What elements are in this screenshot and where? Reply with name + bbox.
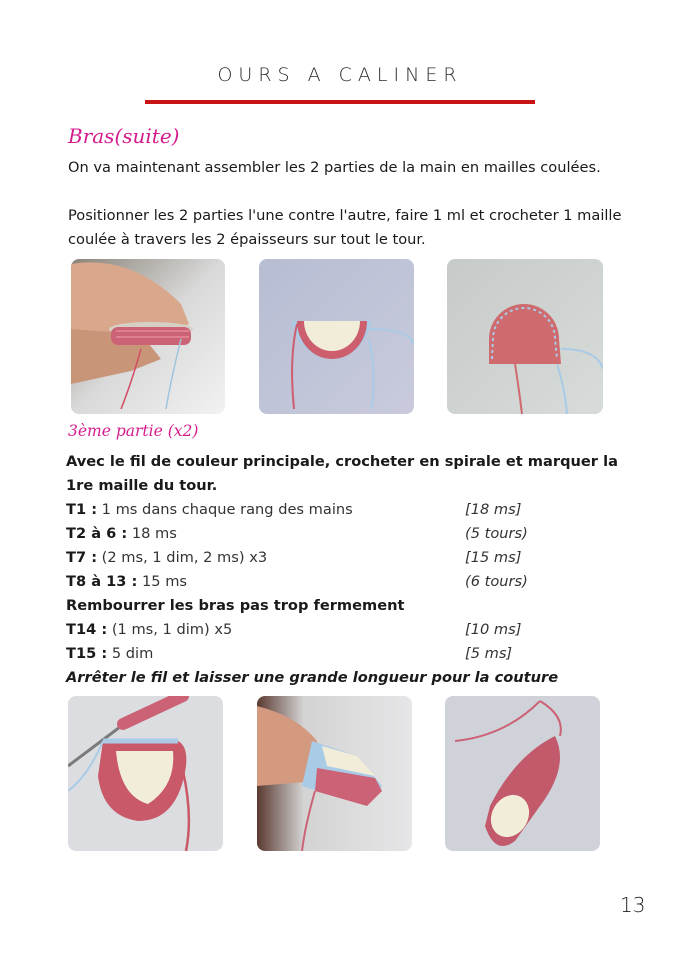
photo-pink-hand-piece: [447, 259, 603, 414]
row-t1-note: [18 ms]: [465, 501, 522, 518]
photo-hook-working: [68, 696, 223, 851]
row-label: T15 :: [66, 645, 108, 662]
row-t1: [66, 498, 353, 522]
row-text: 18 ms: [131, 525, 177, 542]
row-label: T8 à 13 :: [66, 573, 138, 590]
photo-half-circle-piece: [259, 259, 414, 414]
row-t8-13-note: (6 tours): [465, 573, 528, 590]
row-label: T2 à 6 :: [66, 525, 128, 542]
photo-finished-arm: [445, 696, 600, 851]
row-t15-note: [5 ms]: [465, 645, 513, 662]
row-t7-note: [15 ms]: [465, 549, 522, 566]
row-text: (1 ms, 1 dim) x5: [111, 621, 233, 638]
row-text: 1 ms dans chaque rang des mains: [101, 501, 353, 518]
instruction-intro: Avec le fil de couleur principale, crocheter en spirale et marquer la 1re maille du tour.: [66, 453, 618, 494]
row-t14: [66, 618, 232, 642]
page-number: 13: [620, 893, 646, 917]
photo-arm-on-finger: [257, 696, 412, 851]
row-t14-note: [10 ms]: [465, 621, 522, 638]
page-title: OURS A CALINER: [217, 64, 463, 86]
row-t2-6: [66, 522, 177, 546]
row-text: (2 ms, 1 dim, 2 ms) x3: [101, 549, 268, 566]
photo-hand-joining: [71, 259, 225, 414]
paragraph-position: Positionner les 2 parties l'une contre l'autre, faire 1 ml et crocheter 1 maille coulée à travers les 2 épaisseurs sur tout le tour.: [68, 207, 622, 248]
row-label: T14 :: [66, 621, 108, 638]
paragraph-assemble: On va maintenant assembler les 2 parties de la main en mailles coulées.: [68, 159, 601, 176]
row-t2-6-note: (5 tours): [465, 525, 528, 542]
section-heading-bras: Bras(suite): [68, 124, 180, 148]
row-t7: [66, 546, 267, 570]
row-text: 15 ms: [142, 573, 188, 590]
row-text: 5 dim: [111, 645, 154, 662]
title-underline: [145, 100, 535, 104]
row-t8-13: [66, 570, 187, 594]
row-label: T7 :: [66, 549, 98, 566]
row-label: T1 :: [66, 501, 98, 518]
closing-instruction: Arrêter le fil et laisser une grande longueur pour la couture: [66, 669, 559, 686]
row-t15: [66, 642, 153, 666]
section-heading-partie: 3ème partie (x2): [68, 422, 199, 440]
stuffing-note: Rembourrer les bras pas trop fermement: [66, 597, 405, 614]
